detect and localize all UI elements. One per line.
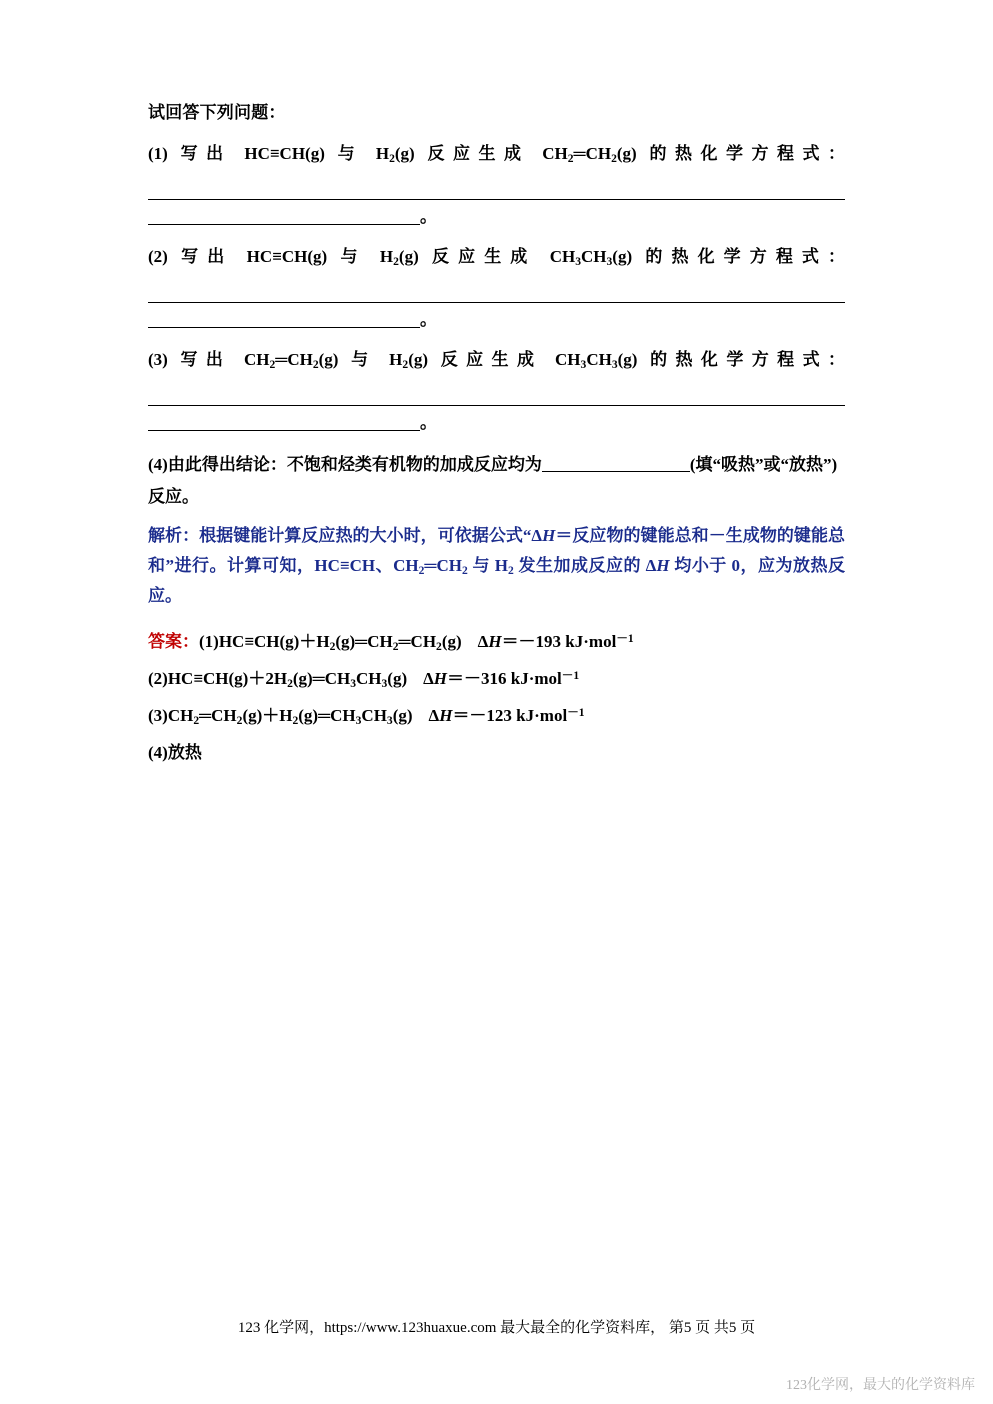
answer-blank-1b-wrap: 。 [148,202,845,227]
analysis-paragraph: 解析：根据键能计算反应热的大小时，可依据公式“ΔH＝反应物的键能总和－生成物的键能总和”进行。计算可知，HC≡CH、$CH_2═CH_2$ 与 $H_2$ 发生加成反应的 ΔH 均小于 0，应为放热反应。 [148,526,846,606]
watermark: 123化学网，最大的化学资料库 [786,1378,975,1393]
answer-blank-3a[interactable] [148,385,845,406]
answer-line-2: $(2)HC\equiv CH(g)+2H_2(g)═CH_3CH_3(g)$ ΔH＝－316 kJ·mol$^{-1}$ [148,668,580,691]
answer-blank-1b[interactable] [148,206,420,225]
question-2-text: (2) 写出 HC≡CH(g) 与 $H_2(g)$ 反应生成 $CH_3CH_3(g)$ 的热化学方程式： [148,247,845,269]
answer-blank-1a[interactable] [148,179,845,200]
question-1-text: (1) 写出 HC≡CH(g) 与 $H_2(g)$ 反应生成 $CH_2═CH_2(g)$ 的热化学方程式： [148,144,846,166]
page-footer: 123 化学网，https://www.123huaxue.com 最大最全的化学资料库， 第5 页 共5 页 [237,1320,756,1336]
question-3-text: (3) 写出 $CH_2═CH_2(g)$ 与 $H_2(g)$ 反应生成 $CH_3CH_3(g)$ 的热化学方程式： [148,349,846,372]
answer-line-3: $(3)CH_2═CH_2(g)+H_2(g)═CH_3CH_3(g)$ ΔH＝－123 kJ·mol$^{-1}$ [148,706,585,728]
answer-blank-3b[interactable] [148,412,420,431]
answer-blank-2b-wrap: 。 [148,305,845,330]
answer-line-4: (4)放热 [148,743,202,763]
answer-blank-3b-wrap: 。 [148,408,845,433]
answer-line-1: 答案：$(1)HC\equiv CH(g)+H_2(g)═CH_2═CH_2(g)$ ΔH＝－193 kJ·mol$^{-1}$ [148,631,634,654]
answer-blank-4[interactable] [542,455,690,472]
question-4-prefix: (4)由此得出结论：不饱和烃类有机物的加成反应均为 [148,454,542,474]
question-4-text [148,449,845,514]
question-4-suffix: (填“吸热”或“放热”)反应。 [148,454,838,506]
answer-blank-2b[interactable] [148,309,420,328]
analysis-label: 解析： [148,526,200,546]
answer-blank-2a[interactable] [148,282,845,303]
intro-text: 试回答下列问题： [148,103,286,122]
answer-label: 答案： [148,632,199,652]
